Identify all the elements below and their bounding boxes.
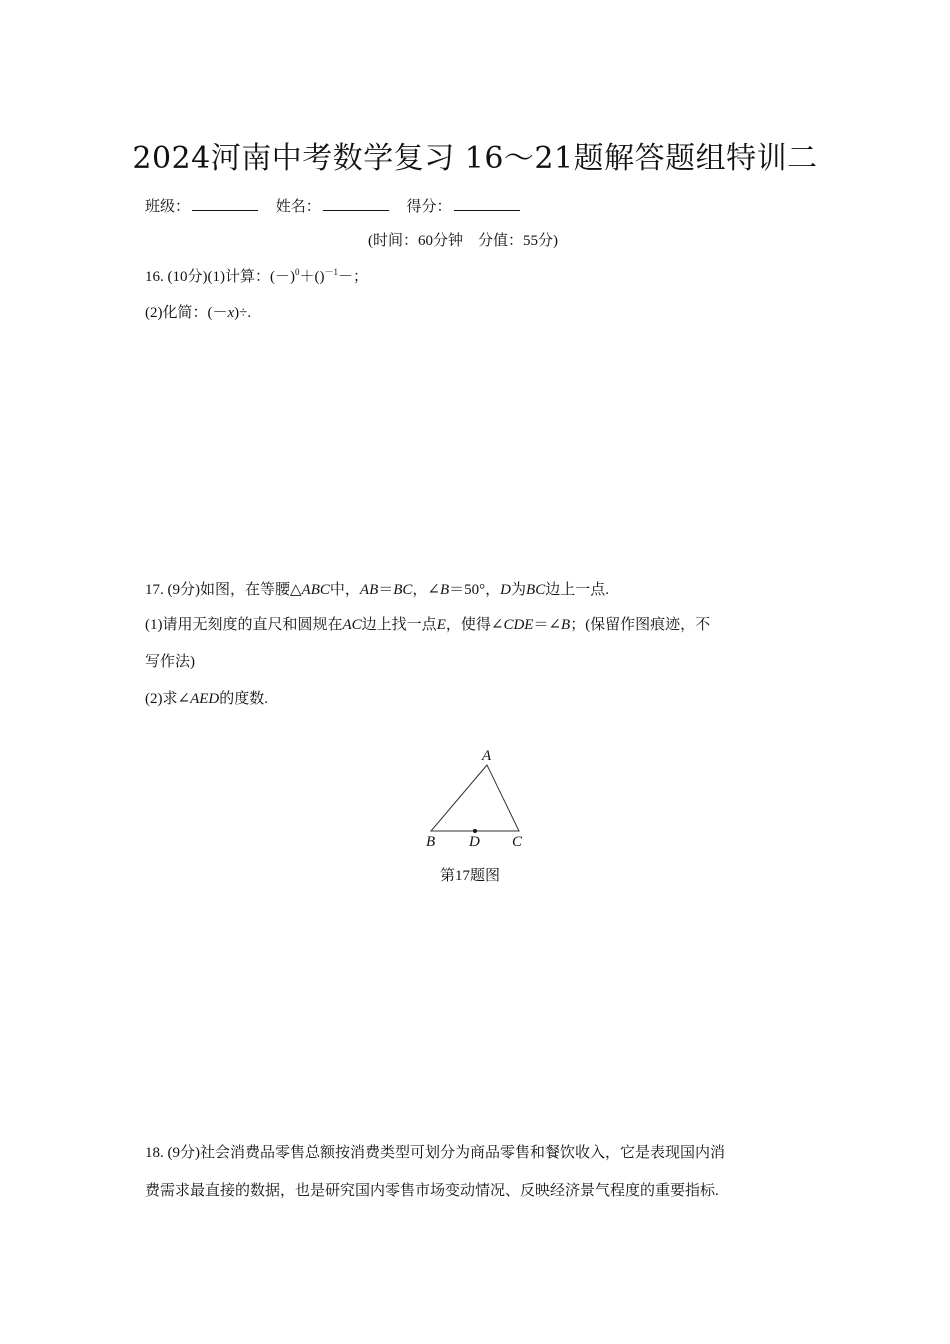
figure-caption: 第17题图 bbox=[440, 868, 501, 884]
q17-text: 中， bbox=[329, 582, 360, 598]
q17-var: D bbox=[500, 582, 512, 598]
q17-text: 的度数. bbox=[219, 691, 268, 707]
q17-part2 bbox=[145, 687, 268, 708]
q17-var: BC bbox=[526, 582, 546, 598]
q17-text: ；(保留作图痕迹，不 bbox=[570, 617, 711, 633]
q16-part1-suffix: －； bbox=[338, 269, 369, 285]
q16-part2-suffix: )÷. bbox=[234, 305, 252, 321]
q16-part1-mid: ＋() bbox=[299, 269, 325, 285]
q17-var: E bbox=[436, 617, 446, 633]
q16-part1 bbox=[145, 265, 368, 286]
score-blank bbox=[454, 196, 520, 211]
label-d: D bbox=[469, 834, 480, 850]
label-a: A bbox=[482, 748, 492, 764]
q17-var: BC bbox=[393, 582, 413, 598]
time-info: (时间：60分钟 分值：55分) bbox=[368, 233, 558, 249]
q17-text: ＝ bbox=[378, 582, 394, 598]
q17-text: ，∠ bbox=[412, 582, 440, 598]
name-label: 姓名： bbox=[275, 199, 321, 215]
score-label: 得分： bbox=[406, 199, 452, 215]
q17-var: CDE bbox=[503, 617, 534, 633]
label-c: C bbox=[512, 834, 523, 850]
student-info-row bbox=[145, 195, 534, 216]
q17-text: (2)求∠ bbox=[145, 691, 191, 707]
q16-part2-text: (2)化简：(－ bbox=[145, 305, 228, 321]
class-blank bbox=[192, 196, 258, 211]
q16-number: 16. bbox=[145, 269, 164, 285]
q17-var: AC bbox=[342, 617, 362, 633]
q17-var: B bbox=[561, 617, 571, 633]
name-blank bbox=[323, 196, 389, 211]
point-d bbox=[473, 829, 477, 833]
q17-text: 如图，在等腰△ bbox=[200, 582, 302, 598]
q17-number: 17. bbox=[145, 582, 164, 598]
q16-part2 bbox=[145, 301, 251, 322]
q17-var: B bbox=[440, 582, 450, 598]
q16-exp-neg1: －1 bbox=[324, 267, 338, 277]
q17-stem bbox=[145, 578, 609, 599]
q17-text: 边上一点. bbox=[545, 582, 609, 598]
triangle-abc bbox=[431, 765, 519, 831]
q17-text: 边上找一点 bbox=[361, 617, 437, 633]
q17-points: (9分) bbox=[167, 582, 200, 598]
q17-var: ABC bbox=[301, 582, 330, 598]
q17-var: AB bbox=[359, 582, 379, 598]
q17-part1 bbox=[145, 613, 710, 634]
q17-part1-cont: 写作法) bbox=[145, 654, 195, 670]
q17-var: AED bbox=[190, 691, 220, 707]
q17-text: (1)请用无刻度的直尺和圆规在 bbox=[145, 617, 343, 633]
class-label: 班级： bbox=[145, 199, 191, 215]
q17-text: ＝∠ bbox=[533, 617, 562, 633]
q17-text: ，使得∠ bbox=[445, 617, 504, 633]
q16-exp-0: 0 bbox=[294, 267, 300, 277]
q16-part1-text: (1)计算：(－) bbox=[207, 269, 295, 285]
q18-line1: 18. (9分)社会消费品零售总额按消费类型可划分为商品零售和餐饮收入，它是表现国内消 bbox=[145, 1145, 725, 1161]
page-title: 2024河南中考数学复习 16～21题解答题组特训二 bbox=[132, 141, 818, 176]
q17-text: 为 bbox=[511, 582, 527, 598]
q16-var-x: x bbox=[227, 305, 235, 321]
label-b: B bbox=[426, 834, 436, 850]
q18-line2: 费需求最直接的数据，也是研究国内零售市场变动情况、反映经济景气程度的重要指标. bbox=[145, 1183, 719, 1199]
q17-text: ＝50°， bbox=[449, 582, 501, 598]
q16-points: (10分) bbox=[167, 269, 208, 285]
